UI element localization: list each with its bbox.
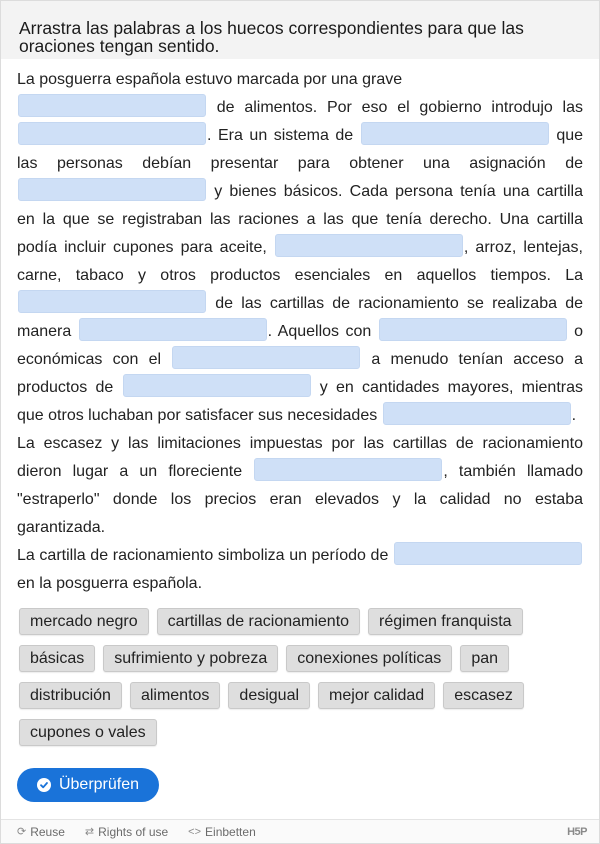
embed-label: Einbetten [205, 824, 256, 839]
task-instructions [1, 1, 599, 59]
h5p-logo[interactable]: H5P [567, 825, 587, 838]
word-alimentos[interactable]: alimentos [130, 682, 220, 709]
rights-of-use-link[interactable] [85, 825, 168, 839]
word-mejor-calidad[interactable]: mejor calidad [318, 682, 435, 709]
drop-zone-7[interactable] [79, 318, 267, 341]
text-segment: La posguerra española estuvo marcada por una grave [17, 71, 403, 88]
word-conexiones-politicas[interactable]: conexiones políticas [286, 645, 452, 672]
text-with-gaps [1, 59, 599, 598]
check-circle-icon [37, 778, 51, 792]
text-segment: a menudo tenían acceso a productos de [17, 351, 583, 396]
word-distribucion[interactable]: distribución [19, 682, 122, 709]
text-segment: y en cantidades mayores, mientras que otros luchaban por satisfacer sus necesidades [17, 379, 583, 424]
drop-zone-1[interactable] [18, 94, 206, 117]
instructions-text: Arrastra las palabras a los huecos correspondientes para que las oraciones tengan sentido. [19, 18, 524, 56]
text-segment: y bienes básicos. Cada persona tenía una cartilla en la que se registraban las raciones a las que tenía derecho. Una cartilla podía incluir cupones para aceite, [17, 183, 583, 256]
text-segment: La escasez y las limitaciones impuestas por las cartillas de racionamiento dieron lugar a un floreciente [17, 435, 583, 480]
text-segment: o económicas con el [17, 323, 583, 368]
text-segment: . Aquellos con [267, 323, 372, 340]
rights-label: Rights of use [98, 824, 169, 839]
drop-zone-4[interactable] [18, 178, 206, 201]
word-pan[interactable]: pan [460, 645, 509, 672]
handshake-icon: ⇄ [84, 826, 95, 838]
embed-link[interactable] [188, 825, 256, 839]
text-segment: . [571, 407, 577, 424]
word-regimen-franquista[interactable]: régimen franquista [368, 608, 523, 635]
check-button-label: Überprüfen [58, 776, 140, 793]
word-mercado-negro[interactable]: mercado negro [19, 608, 149, 635]
reuse-link[interactable] [17, 825, 65, 839]
reuse-icon: ⟳ [17, 826, 27, 838]
code-icon: <> [188, 825, 202, 838]
word-sufrimiento-y-pobreza[interactable]: sufrimiento y pobreza [103, 645, 278, 672]
word-cupones-o-vales[interactable]: cupones o vales [19, 719, 157, 746]
text-segment: , arroz, lentejas, carne, tabaco y otros productos esenciales en aquellos tiempos. La [17, 239, 584, 284]
text-segment: . Era un sistema de [207, 127, 354, 144]
check-button[interactable] [17, 768, 159, 802]
drop-zone-8[interactable] [379, 318, 567, 341]
drop-zone-5[interactable] [275, 234, 463, 257]
word-cartillas-de-racionamiento[interactable]: cartillas de racionamiento [157, 608, 360, 635]
word-basicas[interactable]: básicas [19, 645, 95, 672]
text-segment: en la posguerra española. [17, 575, 203, 592]
text-segment: de alimentos. Por eso el gobierno introdujo las [216, 99, 583, 116]
drop-zone-13[interactable] [394, 542, 582, 565]
text-segment: La cartilla de racionamiento simboliza un período de [17, 547, 389, 564]
drop-zone-10[interactable] [123, 374, 311, 397]
text-segment: de las cartillas de racionamiento se realizaba de manera [17, 295, 583, 340]
text-segment: , también llamado "estraperlo" donde los precios eran elevados y la calidad no estaba garantizada. [17, 463, 583, 536]
drop-zone-9[interactable] [172, 346, 360, 369]
drop-zone-12[interactable] [254, 458, 442, 481]
footer-bar [1, 819, 599, 843]
reuse-label: Reuse [30, 824, 65, 839]
word-desigual[interactable]: desigual [228, 682, 310, 709]
draggable-words [1, 598, 595, 746]
drop-zone-2[interactable] [18, 122, 206, 145]
drop-zone-11[interactable] [383, 402, 571, 425]
word-escasez[interactable]: escasez [443, 682, 524, 709]
drop-zone-3[interactable] [361, 122, 549, 145]
text-segment: que las personas debían presentar para obtener una asignación de [17, 127, 584, 172]
drop-zone-6[interactable] [18, 290, 206, 313]
